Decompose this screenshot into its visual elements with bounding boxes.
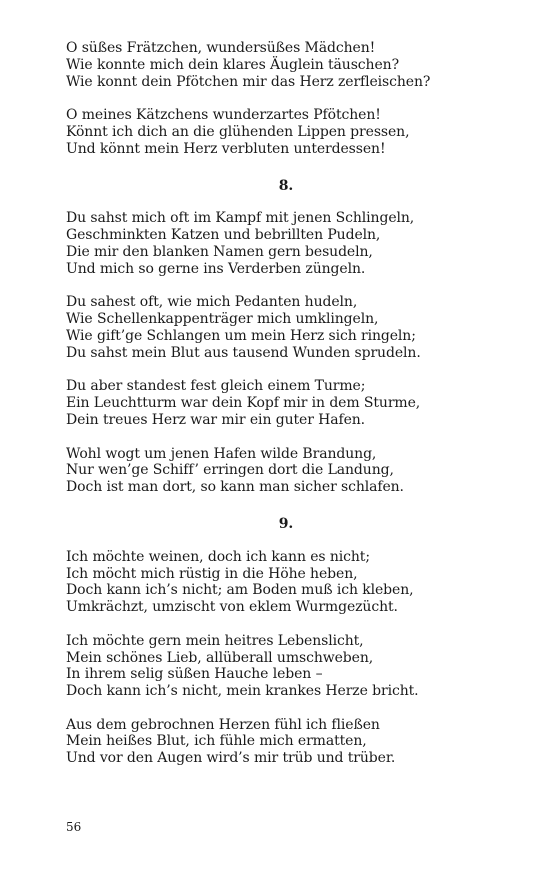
page-number: 56 xyxy=(66,820,82,834)
verse-line: Du aber standest fest gleich einem Turme; xyxy=(66,378,366,395)
verse-line: Aus dem gebrochnen Herzen fühl ich fließen xyxy=(66,716,380,733)
stanza xyxy=(66,633,506,700)
verse-line: Du sahest oft, wie mich Pedanten hudeln, xyxy=(66,294,358,311)
verse-line: Könnt ich dich an die glühenden Lippen pressen, xyxy=(66,123,410,140)
stanza xyxy=(66,378,506,428)
stanza xyxy=(66,210,506,277)
verse-line: Geschminkten Katzen und bebrillten Pudeln, xyxy=(66,227,381,244)
verse-line: O meines Kätzchens wunderzartes Pfötchen! xyxy=(66,107,381,124)
verse-line: Umkrächzt, umzischt von eklem Wurmgezücht. xyxy=(66,599,398,616)
verse-line: Du sahst mein Blut aus tausend Wunden sprudeln. xyxy=(66,344,421,361)
verse-line: Dein treues Herz war mir ein guter Hafen. xyxy=(66,411,366,428)
verse-line: Wohl wogt um jenen Hafen wilde Brandung, xyxy=(66,445,377,462)
verse-line: Wie gift’ge Schlangen um mein Herz sich ringeln; xyxy=(66,327,416,344)
poem-section xyxy=(66,178,506,496)
poem-page xyxy=(66,40,506,784)
poem-section xyxy=(66,40,506,158)
verse-line: In ihrem selig süßen Hauche leben – xyxy=(66,666,323,683)
verse-line: Mein schönes Lieb, allüberall umschweben, xyxy=(66,649,374,666)
verse-line: Ich möcht mich rüstig in die Höhe heben, xyxy=(66,565,358,582)
stanza xyxy=(66,446,506,496)
verse-line: Ein Leuchtturm war dein Kopf mir in dem Sturme, xyxy=(66,395,421,412)
verse-line: Mein heißes Blut, ich fühle mich ermatten, xyxy=(66,733,367,750)
verse-line: Doch kann ich’s nicht, mein krankes Herze bricht. xyxy=(66,683,419,700)
verse-line: Und könnt mein Herz verbluten unterdessen! xyxy=(66,140,386,157)
verse-line: Doch kann ich’s nicht; am Boden muß ich kleben, xyxy=(66,582,414,599)
verse-line: Die mir den blanken Namen gern besudeln, xyxy=(66,243,373,260)
verse-line: Wie konnt dein Pfötchen mir das Herz zerfleischen? xyxy=(66,73,431,90)
verse-line: Ich möchte weinen, doch ich kann es nicht; xyxy=(66,548,370,565)
verse-line: Wie konnte mich dein klares Äuglein täuschen? xyxy=(66,56,399,73)
stanza xyxy=(66,107,506,157)
stanza xyxy=(66,294,506,361)
section-numeral: 8. xyxy=(278,177,294,194)
verse-line: Doch ist man dort, so kann man sicher schlafen. xyxy=(66,479,404,496)
section-numeral: 9. xyxy=(278,515,294,532)
verse-line: Du sahst mich oft im Kampf mit jenen Schlingeln, xyxy=(66,210,415,227)
verse-line: Ich möchte gern mein heitres Lebenslicht, xyxy=(66,632,364,649)
stanza xyxy=(66,717,506,767)
verse-line: Und vor den Augen wird’s mir trüb und trüber. xyxy=(66,750,396,767)
verse-line: Nur wen’ge Schiff’ erringen dort die Landung, xyxy=(66,462,394,479)
verse-line: Und mich so gerne ins Verderben züngeln. xyxy=(66,260,366,277)
verse-line: O süßes Frätzchen, wundersüßes Mädchen! xyxy=(66,40,376,56)
poem-section xyxy=(66,516,506,767)
stanza xyxy=(66,40,506,90)
verse-line: Wie Schellenkappenträger mich umklingeln, xyxy=(66,311,379,328)
stanza xyxy=(66,549,506,616)
